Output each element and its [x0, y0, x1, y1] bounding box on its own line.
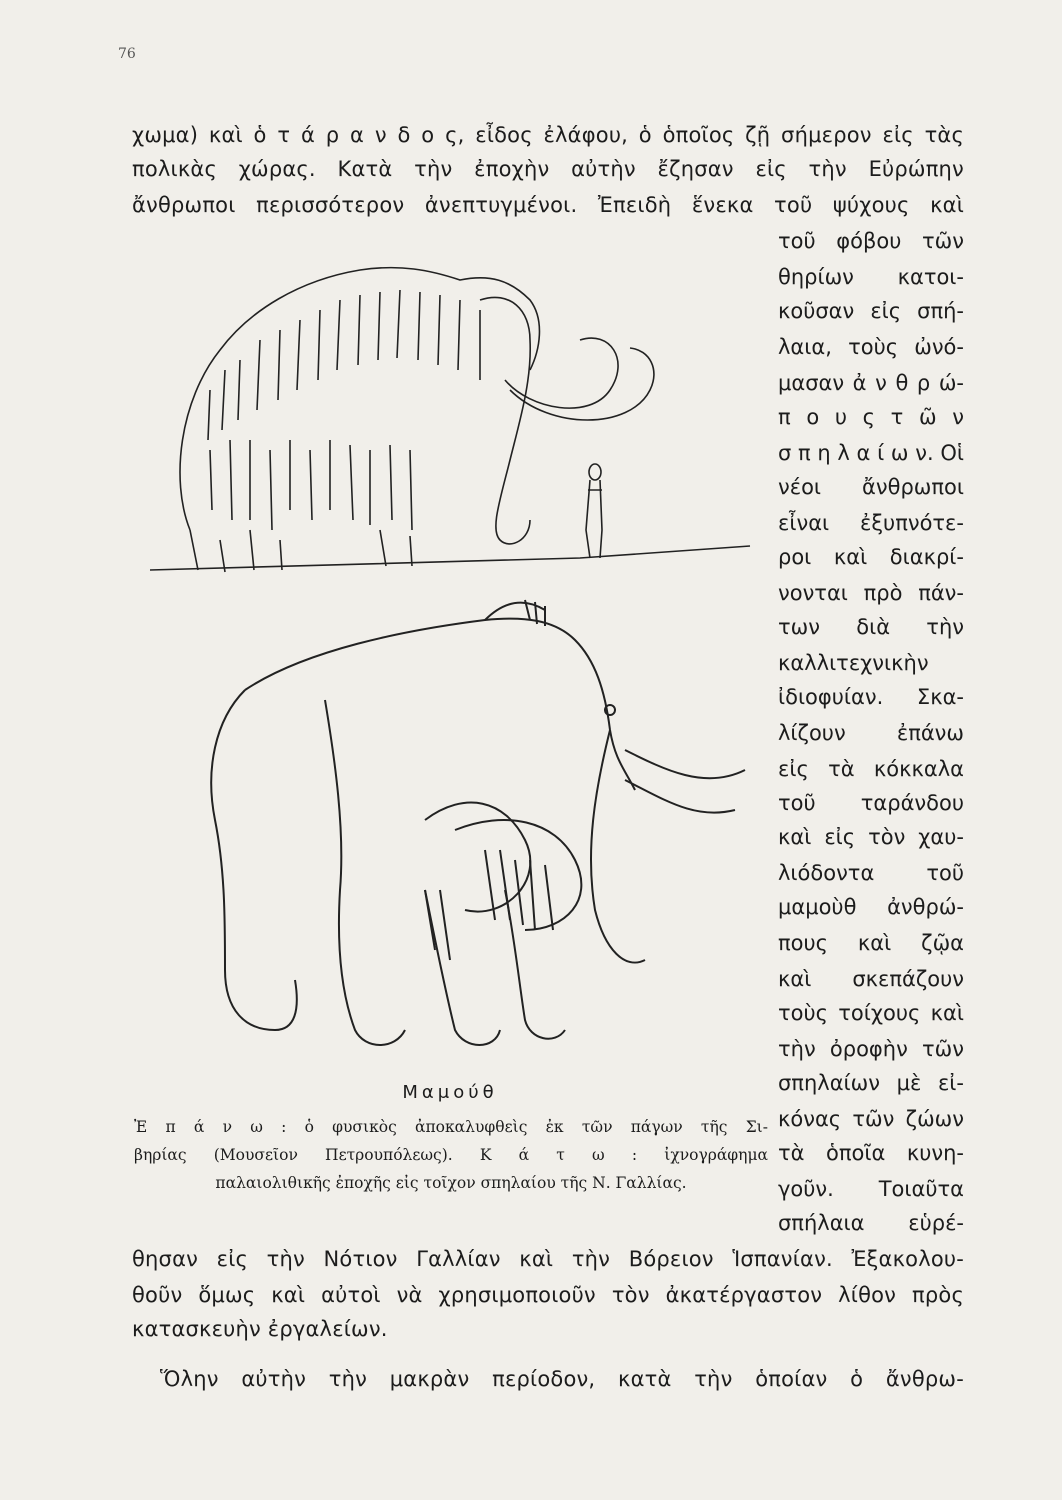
column-line: σπηλαίων μὲ εἰ- [778, 1071, 964, 1095]
column-line: κοῦσαν εἰς σπή- [778, 299, 964, 323]
body-line: χωμα) καὶ ὁ τ ά ρ α ν δ ο ς, εἶδος ἐλάφου, ὁ ὁποῖος ζῇ σήμερον εἰς τὰς [132, 123, 964, 147]
column-line: π ο υ ς τ ῶ ν [778, 405, 964, 429]
body-line: ἄνθρωποι περισσότερον ἀνεπτυγμένοι. Ἐπειδὴ ἕνεκα τοῦ ψύχους καὶ [132, 193, 964, 217]
column-line: πους καὶ ζῷα [778, 931, 964, 955]
column-line: τὴν ὀροφὴν τῶν [778, 1037, 964, 1061]
column-line: κόνας τῶν ζώων [778, 1107, 964, 1131]
column-line: λαια, τοὺς ὠνό- [778, 335, 964, 359]
column-line: των διὰ τὴν [778, 615, 964, 639]
figure-caption-line: βηρίας (Μουσεῖον Πετρουπόλεως). Κ ά τ ω : ἰχνογράφημα [134, 1146, 768, 1164]
cave-drawing-mammoth-illustration [125, 590, 775, 1070]
column-line: σπήλαια εὑρέ- [778, 1211, 964, 1235]
column-line: καὶ εἰς τὸν χαυ- [778, 825, 964, 849]
column-line: εἰς τὰ κόκκαλα [778, 757, 964, 781]
figure-caption-title: Μαμούθ [402, 1082, 498, 1103]
column-line: τοῦ φόβου τῶν [778, 229, 964, 253]
figure-caption-line: παλαιολιθικῆς ἐποχῆς εἰς τοῖχον σπηλαίου τῆς Ν. Γαλλίας. [215, 1174, 687, 1192]
column-line: λιόδοντα τοῦ [778, 861, 964, 885]
column-line: μασαν ἀ ν θ ρ ώ- [778, 371, 964, 395]
page-number: 76 [118, 46, 136, 62]
column-line: ἰδιοφυίαν. Σκα- [778, 685, 964, 709]
mammoth-reconstruction-illustration [150, 240, 770, 600]
column-line: σ π η λ α ί ω ν. Οἱ [778, 441, 964, 465]
column-line: μαμοὺθ ἀνθρώ- [778, 895, 964, 919]
column-line: εἶναι ἐξυπνότε- [778, 511, 964, 535]
column-line: καλλιτεχνικὴν [778, 651, 929, 675]
body-line: θοῦν ὅμως καὶ αὐτοὶ νὰ χρησιμοποιοῦν τὸν ἀκατέργαστον λίθον πρὸς [132, 1283, 964, 1307]
body-line: κατασκευὴν ἐργαλείων. [132, 1317, 388, 1341]
figure-caption-line: Ἐ π ά ν ω : ὁ φυσικὸς ἀποκαλυφθεὶς ἐκ τῶν πάγων τῆς Σι- [134, 1118, 768, 1136]
column-line: καὶ σκεπάζουν [778, 967, 964, 991]
column-line: γοῦν. Τοιαῦτα [778, 1177, 964, 1201]
column-line: νονται πρὸ πάν- [778, 581, 964, 605]
body-line: πολικὰς χώρας. Κατὰ τὴν ἐποχὴν αὐτὴν ἔζησαν εἰς τὴν Εὐρώπην [132, 157, 964, 181]
column-line: τοῦ ταράνδου [778, 791, 964, 815]
column-line: λίζουν ἐπάνω [778, 721, 964, 745]
column-line: νέοι ἄνθρωποι [778, 475, 964, 499]
body-line: θησαν εἰς τὴν Νότιον Γαλλίαν καὶ τὴν Βόρειον Ἱσπανίαν. Ἐξακολου- [132, 1247, 964, 1271]
column-line: τοὺς τοίχους καὶ [778, 1001, 964, 1025]
column-line: θηρίων κατοι- [778, 265, 964, 289]
body-line: Ὅλην αὐτὴν τὴν μακρὰν περίοδον, κατὰ τὴν ὁποίαν ὁ ἄνθρω- [160, 1367, 964, 1391]
column-line: τὰ ὁποῖα κυνη- [778, 1141, 964, 1165]
column-line: ροι καὶ διακρί- [778, 545, 964, 569]
